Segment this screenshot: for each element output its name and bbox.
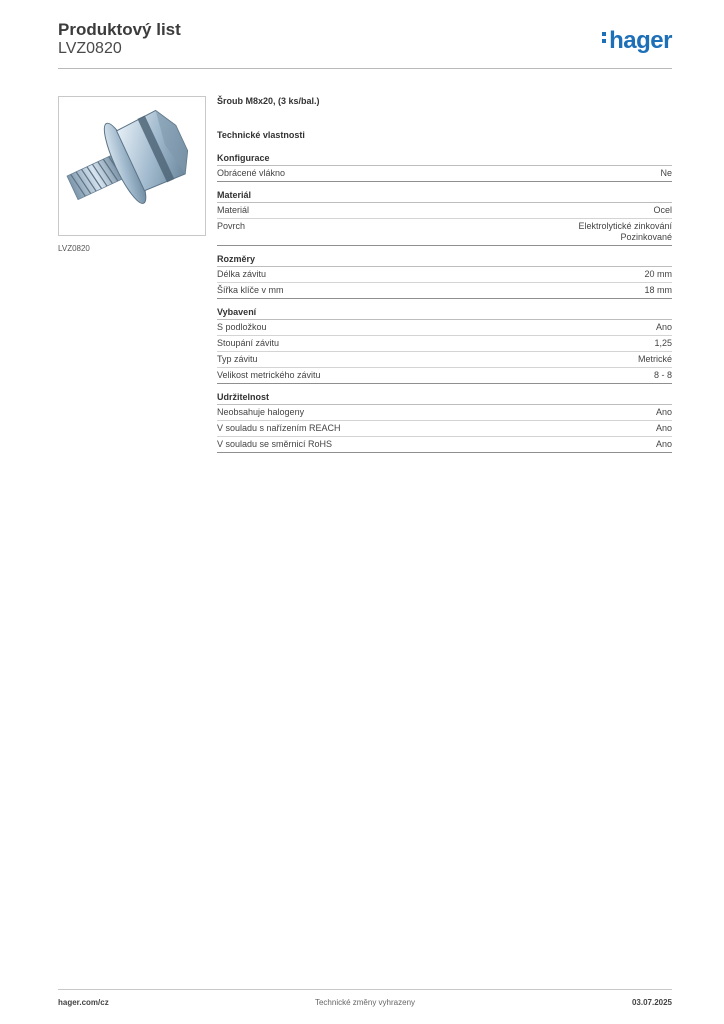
image-caption: LVZ0820 [58,244,90,253]
table-row [217,320,672,336]
group-rozmery [217,254,672,299]
row-label: Neobsahuje halogeny [217,407,305,417]
group-material [217,190,672,246]
screw-with-washer-photo-icon [59,97,205,235]
product-image [58,96,206,236]
row-label: V souladu s nařízením REACH [217,423,341,433]
section-heading: Technické vlastnosti [217,130,305,140]
row-label: Materiál [217,205,250,215]
group-udrzitelnost [217,392,672,453]
table-row [217,368,672,384]
row-value-line: Elektrolytické zinkování [578,221,672,231]
row-value: 20 mm [644,269,672,279]
row-label: Délka závitu [217,269,267,279]
group-title: Konfigurace [217,153,672,166]
table-row [217,437,672,453]
row-value: Metrické [637,354,672,364]
row-label: Obrácené vlákno [217,168,286,178]
row-label: S podložkou [217,322,267,332]
footer-date: 03.07.2025 [631,998,672,1007]
footer-notice: Technické změny vyhrazeny [314,998,416,1007]
table-row [217,405,672,421]
row-value: Ano [655,322,672,332]
row-label: V souladu se směrnicí RoHS [217,439,333,449]
group-konfigurace [217,153,672,182]
page-title: Produktový list [58,20,181,39]
row-label: Povrch [217,221,246,231]
row-value: Ano [655,407,672,417]
row-label: Velikost metrického závitu [217,370,321,380]
row-label: Stoupání závitu [217,338,280,348]
product-code-subtitle: LVZ0820 [58,40,122,57]
row-value: Ano [655,423,672,433]
product-details [217,96,672,461]
table-row [217,336,672,352]
footer-divider [58,989,672,990]
page-header [58,20,672,68]
hager-logo [602,27,672,55]
row-label: Šířka klíče v mm [217,285,284,295]
row-value: 18 mm [644,285,672,295]
row-value: 1,25 [654,338,672,348]
group-title: Vybavení [217,307,672,320]
row-value: Ocel [653,205,672,215]
logo-text: hager [609,27,672,54]
table-row [217,219,672,246]
group-title: Udržitelnost [217,392,672,405]
product-name: Šroub M8x20, (3 ks/bal.) [217,96,320,106]
group-vybaveni [217,307,672,384]
table-row [217,166,672,182]
table-row [217,203,672,219]
row-label: Typ závitu [217,354,258,364]
row-value: Ne [660,168,672,178]
group-title: Rozměry [217,254,672,267]
row-value [578,221,672,243]
row-value-line: Pozinkované [620,232,672,242]
table-row [217,267,672,283]
header-divider [58,68,672,69]
table-row [217,421,672,437]
table-row [217,352,672,368]
row-value: 8 - 8 [653,370,672,380]
group-title: Materiál [217,190,672,203]
table-row [217,283,672,299]
row-value: Ano [655,439,672,449]
footer-website-link[interactable]: hager.com/cz [58,998,109,1007]
logo-dots-icon [602,29,608,46]
